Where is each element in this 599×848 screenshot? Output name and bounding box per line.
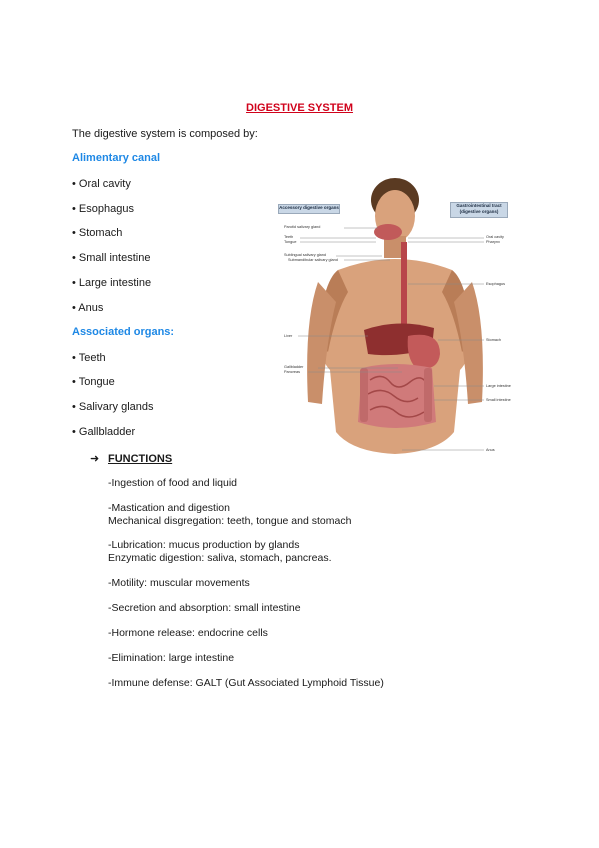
intro-text: The digestive system is composed by: — [72, 128, 258, 140]
function-item: -Mastication and digestion Mechanical disgregation: teeth, tongue and stomach — [108, 502, 352, 527]
function-item: -Hormone release: endocrine cells — [108, 627, 268, 639]
label-parotid: Parotid salivary gland — [284, 225, 321, 229]
label-esophagus: Esophagus — [486, 282, 505, 286]
function-item: -Ingestion of food and liquid — [108, 477, 238, 489]
function-item: -Secretion and absorption: small intestine — [108, 602, 301, 614]
function-item: -Motility: muscular movements — [108, 577, 250, 589]
list-item: • Salivary glands — [72, 401, 154, 413]
functions-heading — [90, 452, 172, 465]
label-small-intestine: Small intestine — [486, 398, 511, 402]
label-submandibular: Submandibular salivary gland — [288, 258, 338, 262]
function-item: -Immune defense: GALT (Gut Associated Lymphoid Tissue) — [108, 677, 384, 689]
label-liver: Liver — [284, 334, 293, 338]
list-item: • Oral cavity — [72, 178, 131, 190]
label-sublingual: Sublingual salivary gland — [284, 253, 327, 257]
list-item: • Stomach — [72, 227, 123, 239]
functions-label: FUNCTIONS — [108, 453, 173, 465]
list-item: • Gallbladder — [72, 426, 136, 438]
label-gallbladder: Gallbladder — [284, 365, 304, 369]
list-item: • Large intestine — [72, 277, 152, 289]
label-stomach: Stomach — [486, 338, 501, 342]
label-pancreas: Pancreas — [284, 370, 301, 374]
gi-tract-box: Gastrointestinal tract (digestive organs) — [450, 202, 508, 218]
associated-heading: Associated organs: — [72, 326, 175, 338]
arrow-icon: ➜ — [90, 453, 100, 465]
label-tongue: Tongue — [284, 240, 297, 244]
label-oral-cavity: Oral cavity — [486, 235, 504, 239]
label-pharynx: Pharynx — [486, 240, 500, 244]
list-item: • Tongue — [72, 376, 115, 388]
accessory-organs-box: Accessory digestive organs — [278, 204, 340, 214]
list-item: • Esophagus — [72, 203, 134, 215]
alimentary-heading: Alimentary canal — [72, 152, 161, 164]
label-teeth: Teeth — [284, 235, 294, 239]
list-item: • Small intestine — [72, 252, 151, 264]
list-item: • Anus — [72, 302, 104, 314]
page-title: DIGESTIVE SYSTEM — [246, 102, 353, 114]
function-item: -Elimination: large intestine — [108, 652, 235, 664]
label-large-intestine: Large intestine — [486, 384, 511, 388]
list-item: • Teeth — [72, 352, 106, 364]
digestive-system-illustration — [278, 172, 510, 460]
function-item: -Lubrication: mucus production by glands Enzymatic digestion: saliva, stomach, pancreas. — [108, 539, 332, 564]
label-anus: Anus — [486, 448, 495, 452]
